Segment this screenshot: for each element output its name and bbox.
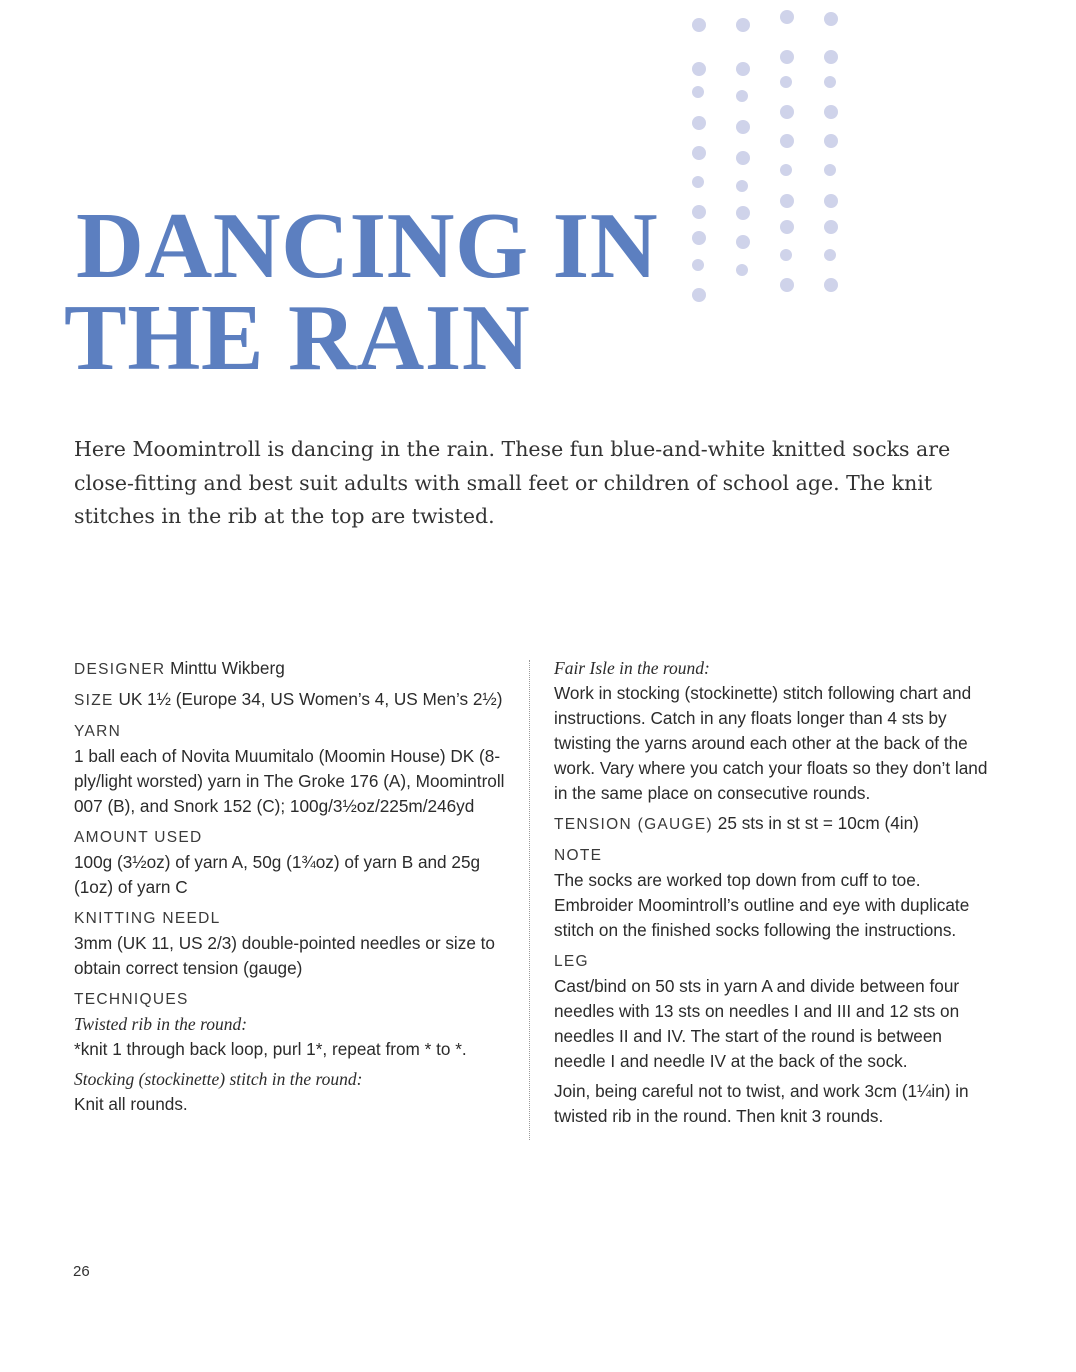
dot [780, 249, 792, 261]
dot [692, 116, 706, 130]
dot [692, 176, 704, 188]
page-number: 26 [73, 1263, 90, 1280]
fairisle-text: Work in stocking (stockinette) stitch following chart and instructions. Catch in any floats longer than 4 sts by twisting the yarns around each other at the back of the work. Vary where you catch your floats so they don’t land in the same place on consecutive rounds. [554, 683, 988, 803]
designer-label: DESIGNER [74, 661, 166, 678]
title-line-2: THE RAIN [64, 286, 531, 390]
needles-label-row [74, 905, 514, 931]
tension-value: 25 sts in st st = 10cm (4in) [717, 813, 919, 833]
note-label-row [554, 842, 994, 868]
right-column [554, 656, 994, 1134]
dot [736, 235, 750, 249]
dot [824, 164, 836, 176]
dot [736, 18, 750, 32]
note-text: The socks are worked top down from cuff to toe. Embroider Moomintroll’s outline and eye with duplicate stitch on the finished socks following the instructions. [554, 870, 970, 940]
dot [824, 134, 838, 148]
dot [692, 288, 706, 302]
amount-label-row [74, 824, 514, 850]
dot [780, 10, 794, 24]
leg-text-1: Cast/bind on 50 sts in yarn A and divide between four needles with 13 sts on needles I and III and 12 sts on needles II and IV. The start of the round is between needle I and needle IV at the back of the sock. [554, 976, 960, 1071]
dot [824, 249, 836, 261]
dot [824, 12, 838, 26]
dot [780, 134, 794, 148]
size-label: SIZE [74, 692, 114, 709]
tension-row [554, 811, 994, 837]
note-label: NOTE [554, 847, 603, 864]
dot [824, 105, 838, 119]
dot [824, 50, 838, 64]
dot [824, 194, 838, 208]
dot [692, 231, 706, 245]
leg-label: LEG [554, 953, 589, 970]
title-line-1: DANCING IN [76, 194, 659, 298]
dot [736, 206, 750, 220]
dot [780, 220, 794, 234]
yarn-label: YARN [74, 723, 122, 740]
dot [780, 164, 792, 176]
dot [692, 86, 704, 98]
dot [692, 259, 704, 271]
page-title [64, 194, 659, 390]
dot [824, 278, 838, 292]
technique-1-title: Twisted rib in the round: [74, 1014, 248, 1034]
dot [736, 120, 750, 134]
column-divider [529, 660, 530, 1140]
yarn-label-row [74, 718, 514, 744]
leg-text-2: Join, being careful not to twist, and work 3cm (1¼in) in twisted rib in the round. Then knit 3 rounds. [554, 1081, 969, 1126]
size-row [74, 687, 514, 713]
dot [692, 18, 706, 32]
yarn-value: 1 ball each of Novita Muumitalo (Moomin House) DK (8-ply/light worsted) yarn in The Groke 176 (A), Moomintroll 007 (B), and Snork 152 (C); 100g/3½oz/225m/246yd [74, 746, 505, 816]
needles-value: 3mm (UK 11, US 2/3) double-pointed needles or size to obtain correct tension (gauge) [74, 933, 495, 978]
dot [736, 62, 750, 76]
technique-2-text: Knit all rounds. [74, 1094, 188, 1114]
needles-label: KNITTING NEEDL [74, 910, 221, 927]
amount-label: AMOUNT USED [74, 829, 203, 846]
size-value: UK 1½ (Europe 34, US Women’s 4, US Men’s 2½) [118, 689, 503, 709]
techniques-label-row [74, 986, 514, 1012]
technique-2-title: Stocking (stockinette) stitch in the round: [74, 1069, 363, 1089]
dot [780, 50, 794, 64]
dot [824, 220, 838, 234]
leg-label-row [554, 948, 994, 974]
dot [780, 278, 794, 292]
dot [736, 264, 748, 276]
techniques-label: TECHNIQUES [74, 991, 189, 1008]
intro-paragraph: Here Moomintroll is dancing in the rain. These fun blue-and-white knitted socks are close-fitting and best suit adults with small feet or children of school age. The knit stitches in the rib at the top are twisted. [74, 437, 951, 528]
left-column [74, 656, 514, 1122]
dot [780, 105, 794, 119]
dot [780, 194, 794, 208]
dot [824, 76, 836, 88]
dot [692, 62, 706, 76]
dot [780, 76, 792, 88]
dot [736, 90, 748, 102]
dot [692, 205, 706, 219]
amount-value: 100g (3½oz) of yarn A, 50g (1¾oz) of yarn B and 25g (1oz) of yarn C [74, 852, 481, 897]
technique-1-text: *knit 1 through back loop, purl 1*, repeat from * to *. [74, 1039, 467, 1059]
dot [736, 180, 748, 192]
designer-row [74, 656, 514, 682]
decorative-dots [684, 6, 854, 306]
designer-value: Minttu Wikberg [170, 658, 285, 678]
dot [736, 151, 750, 165]
tension-label: TENSION (GAUGE) [554, 816, 714, 833]
fairisle-title: Fair Isle in the round: [554, 658, 710, 678]
dot [692, 146, 706, 160]
